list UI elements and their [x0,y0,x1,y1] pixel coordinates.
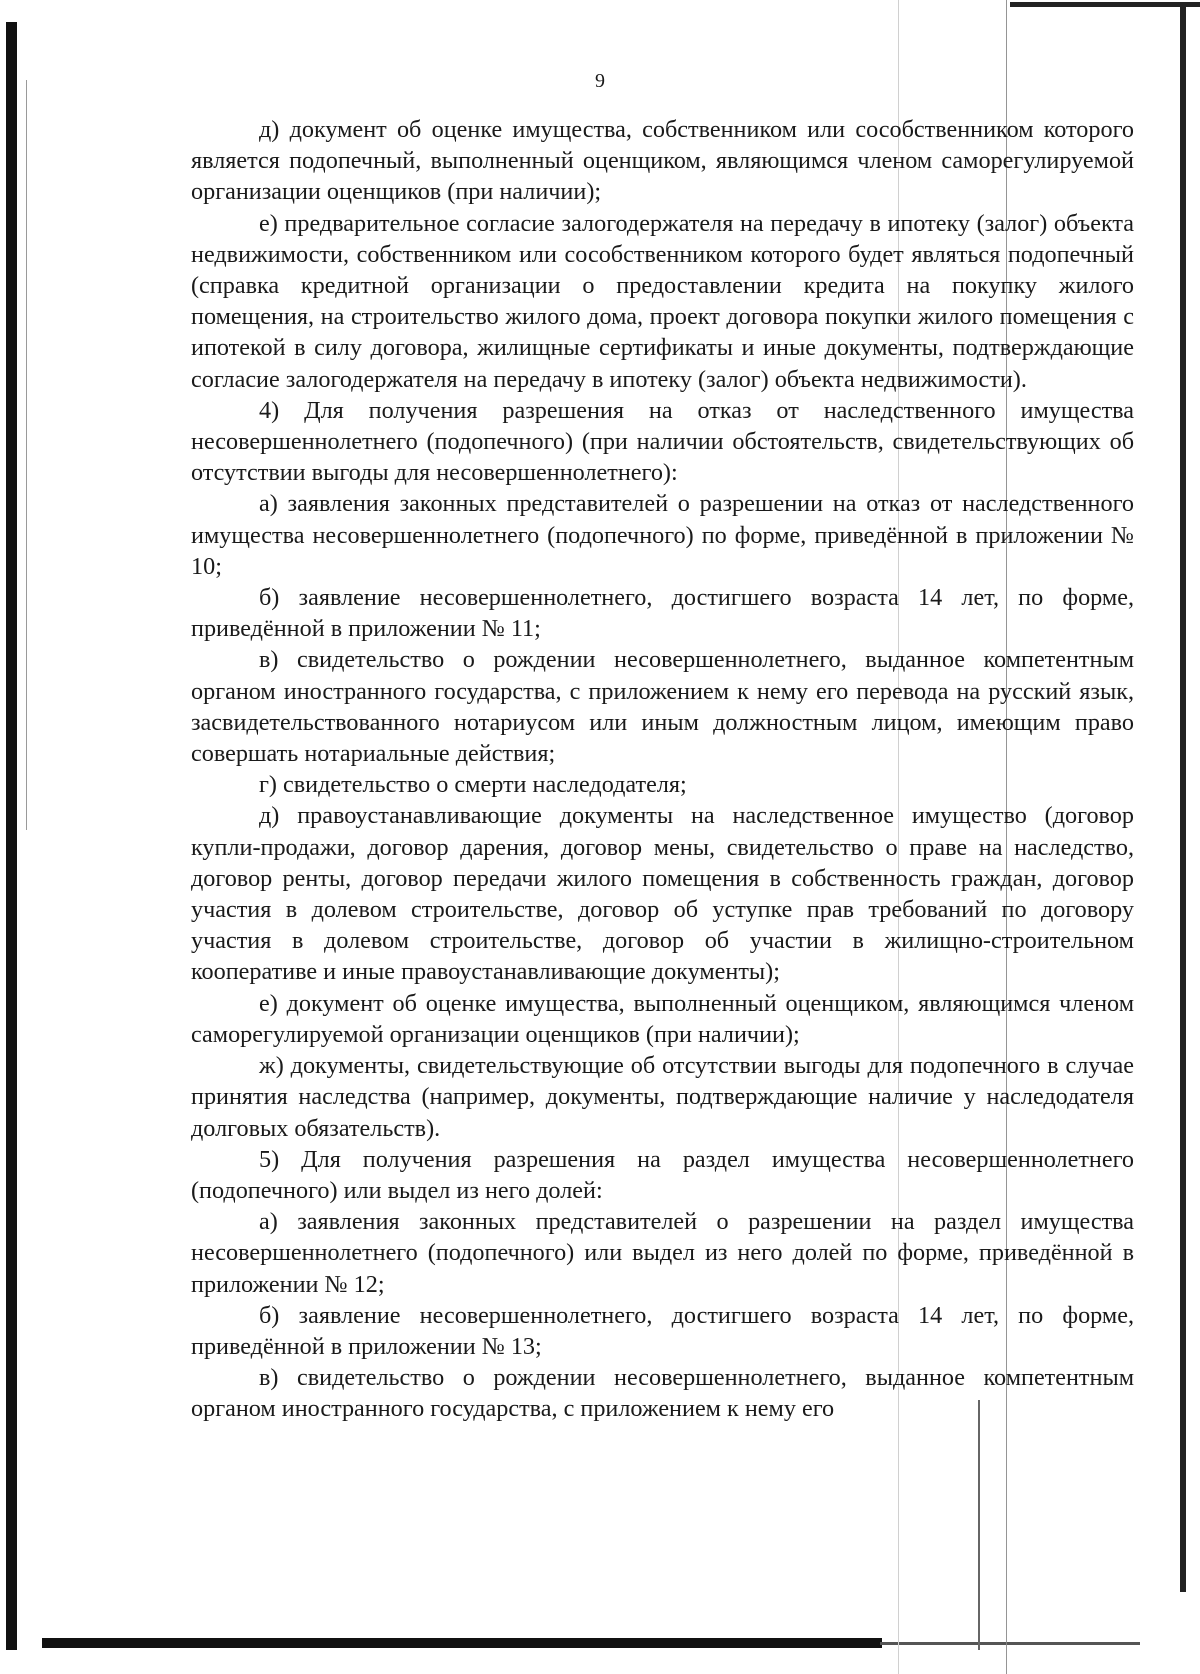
scan-bar-bottom [42,1638,882,1648]
paragraph: 5) Для получения разрешения на раздел имущества несовершеннолетнего (подопечного) или выдел из него долей: [191,1145,1134,1204]
scan-line-left [26,80,27,830]
paragraph: д) документ об оценке имущества, собственником или сособственником которого является подопечный, выполненный оценщиком, являющимся членом саморегулируемой организации оценщиков (при наличии); [191,116,1134,206]
scan-bar-left [6,22,17,1650]
paragraph: 4) Для получения разрешения на отказ от наследственного имущества несовершеннолетнего (подопечного) (при наличии обстоятельств, свидетельствующих об отсутствии выгоды для несовершеннолетнего): [191,396,1134,487]
scan-bar-top [1010,2,1200,7]
paragraph: а) заявления законных представителей о разрешении на отказ от наследственного имущества несовершеннолетнего (подопечного) по форме, приведённой в приложении № 10; [191,490,1134,580]
paragraph: в) свидетельство о рождении несовершеннолетнего, выданное компетентным органом иностранного государства, с приложением к нему его [191,1364,1134,1423]
scan-bar-bottom-thin [880,1642,1140,1645]
paragraph: е) предварительное согласие залогодержателя на передачу в ипотеку (залог) объекта недвижимости, собственником или сособственником которого будет являться подопечный (справка кредитной организации о предоставлении кредита на покупку жилого помещения, на строительство жилого дома, проект договора покупки жилого помещения с ипотекой в силу договора, жилищные сертификаты и иные документы, подтверждающие согласие залогодержателя на передачу в ипотеку (залог) объекта недвижимости). [191,209,1134,393]
fold-line-lower [978,1400,980,1650]
paragraph: ж) документы, свидетельствующие об отсутствии выгоды для подопечного в случае принятия наследства (например, документы, подтверждающие наличие у наследодателя долговых обязательств). [191,1052,1134,1142]
paragraph: б) заявление несовершеннолетнего, достигшего возраста 14 лет, по форме, приведённой в приложении № 13; [191,1301,1134,1360]
paragraph: а) заявления законных представителей о разрешении на раздел имущества несовершеннолетнего (подопечного) или выдел из него долей по форме, приведённой в приложении № 12; [191,1208,1134,1298]
paragraph: г) свидетельство о смерти наследодателя; [259,771,687,799]
page-number: 9 [595,70,605,92]
paragraph: б) заявление несовершеннолетнего, достигшего возраста 14 лет, по форме, приведённой в приложении № 11; [191,584,1134,643]
document-body [191,114,1134,1425]
paragraph: е) документ об оценке имущества, выполненный оценщиком, являющимся членом саморегулируемой организации оценщиков (при наличии); [191,989,1134,1048]
paragraph: в) свидетельство о рождении несовершеннолетнего, выданное компетентным органом иностранного государства, с приложением к нему его перевода на русский язык, засвидетельствованного нотариусом или иным должностным лицом, имеющим право совершать нотариальные действия; [191,646,1134,768]
scan-bar-right [1180,2,1186,1592]
paragraph: д) правоустанавливающие документы на наследственное имущество (договор купли-продажи, договор дарения, договор мены, свидетельство о праве на наследство, договор ренты, договор передачи жилого помещения в собственность граждан, договор участия в долевом строительстве, договор об уступке прав требований по договору участия в долевом строительстве, договор об участии в жилищно-строительном кооперативе и иные правоустанавливающие документы); [191,802,1134,986]
